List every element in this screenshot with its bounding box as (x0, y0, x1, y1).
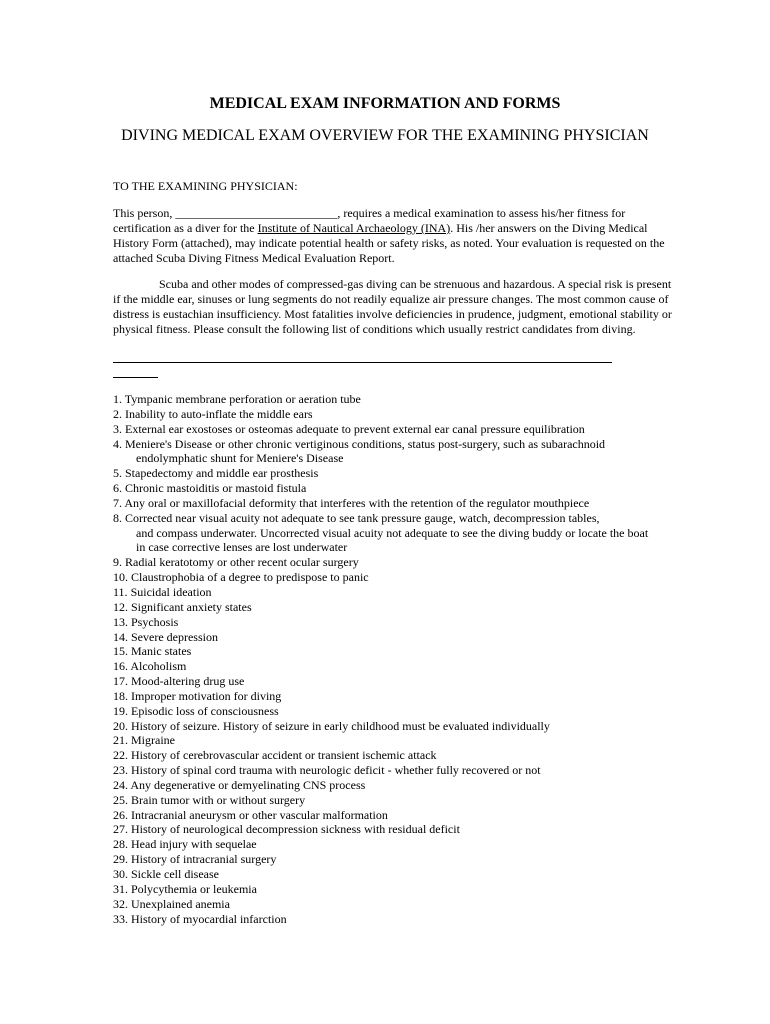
condition-number: 3. (113, 421, 122, 436)
condition-item (113, 496, 658, 511)
condition-item (113, 719, 658, 734)
condition-item (113, 644, 658, 659)
condition-text: Intracranial aneurysm or other vascular malformation (131, 807, 388, 822)
condition-continuation: endolymphatic shunt for Meniere's Disease (136, 451, 344, 466)
condition-text: History of neurological decompression sickness with residual deficit (131, 822, 460, 837)
condition-item (113, 630, 658, 645)
ina-link[interactable]: Institute of Nautical Archaeology (INA) (257, 221, 451, 235)
condition-number: 17. (113, 674, 128, 689)
condition-number: 9. (113, 555, 122, 570)
condition-item (113, 659, 658, 674)
condition-item (113, 748, 658, 763)
condition-text: Chronic mastoiditis or mastoid fistula (125, 481, 307, 496)
condition-number: 11. (113, 584, 128, 599)
condition-item (113, 422, 658, 437)
condition-number: 6. (113, 481, 122, 496)
condition-text: Sickle cell disease (131, 867, 219, 881)
condition-text: External ear exostoses or osteomas adequate to prevent external ear canal pressure equilibration (125, 421, 585, 436)
condition-text: Significant anxiety states (131, 599, 252, 614)
document-title: MEDICAL EXAM INFORMATION AND FORMS (209, 95, 561, 112)
condition-item (113, 481, 658, 496)
condition-number: 30. (113, 867, 128, 881)
condition-number: 13. (113, 614, 128, 629)
condition-number: 8. (113, 510, 122, 525)
condition-number: 24. (113, 777, 128, 792)
condition-text: Unexplained anemia (131, 896, 230, 911)
condition-number: 15. (113, 644, 128, 659)
condition-text: History of seizure. History of seizure in early childhood must be evaluated individually (131, 718, 550, 733)
risk-paragraph: Scuba and other modes of compressed-gas diving can be strenuous and hazardous. A special risk is present if the middle ear, sinuses or lung segments do not readily equalize air pressure changes. The most common cause of distress is eustachian insufficiency. Most fatalities involve deficiencies in prudence, judgment, emotional stability or physical fitness. Please consult the following list of conditions which usually restrict candidates from diving. (113, 277, 672, 336)
condition-item (113, 822, 658, 837)
condition-text: Mood-altering drug use (131, 674, 245, 689)
condition-text: Alcoholism (130, 659, 187, 674)
condition-number: 7. (113, 495, 122, 510)
condition-text: Suicidal ideation (130, 584, 212, 599)
condition-number: 31. (113, 881, 128, 896)
condition-item (113, 570, 658, 585)
condition-number: 20. (113, 718, 128, 733)
condition-number: 19. (113, 703, 128, 718)
condition-text: Migraine (131, 733, 175, 748)
condition-number: 22. (113, 748, 128, 763)
condition-text: Brain tumor with or without surgery (131, 792, 306, 807)
condition-item (113, 466, 658, 481)
condition-item (113, 793, 658, 808)
intro-text-start: This person, ___________________________, requires a medical examination to assess his/her fitness for certification as a diver for the (113, 206, 626, 235)
condition-text: History of spinal cord trauma with neurologic deficit - whether fully recovered or not (131, 763, 541, 778)
condition-item (113, 600, 658, 615)
condition-item (113, 392, 658, 407)
condition-text: Claustrophobia of a degree to predispose to panic (131, 570, 369, 585)
condition-item (113, 407, 658, 422)
condition-number: 4. (113, 436, 122, 451)
condition-number: 25. (113, 792, 128, 807)
condition-text: Inability to auto-inflate the middle ears (125, 406, 313, 421)
condition-text: Severe depression (131, 629, 218, 644)
condition-text: Corrected near visual acuity not adequate to see tank pressure gauge, watch, decompression tables, (125, 510, 600, 525)
salutation: TO THE EXAMINING PHYSICIAN: (113, 179, 298, 193)
condition-item (113, 763, 658, 778)
conditions-list (113, 392, 658, 926)
condition-number: 23. (113, 763, 128, 778)
condition-item (113, 897, 658, 912)
condition-item (113, 704, 658, 719)
condition-item (113, 808, 658, 823)
condition-number: 10. (113, 570, 128, 585)
condition-number: 16. (113, 659, 128, 674)
condition-continuation: and compass underwater. Uncorrected visual acuity not adequate to see the diving buddy or locate the boat in case corrective lenses are lost underwater (136, 525, 649, 555)
condition-text: Stapedectomy and middle ear prosthesis (125, 466, 319, 481)
condition-number: 33. (113, 911, 128, 926)
condition-item (113, 852, 658, 867)
condition-text: Psychosis (131, 614, 179, 629)
condition-text: Head injury with sequelae (131, 837, 257, 852)
condition-item (113, 912, 658, 927)
condition-item (113, 778, 658, 793)
condition-item (113, 511, 658, 556)
condition-number: 14. (113, 629, 128, 644)
condition-text: Radial keratotomy or other recent ocular surgery (125, 555, 359, 570)
intro-paragraph (113, 206, 673, 266)
condition-item (113, 674, 658, 689)
condition-number: 29. (113, 852, 128, 867)
condition-number: 1. (113, 392, 122, 406)
condition-number: 2. (113, 406, 122, 421)
condition-number: 32. (113, 896, 128, 911)
condition-number: 28. (113, 837, 128, 852)
divider-line (113, 362, 612, 363)
condition-text: Tympanic membrane perforation or aeration tube (124, 392, 361, 406)
condition-item (113, 689, 658, 704)
condition-item (113, 733, 658, 748)
condition-number: 21. (113, 733, 128, 748)
condition-text: Meniere's Disease or other chronic vertiginous conditions, status post-surgery, such as subarachnoid (125, 436, 606, 451)
condition-number: 12. (113, 599, 128, 614)
condition-item (113, 615, 658, 630)
condition-text: History of intracranial surgery (131, 852, 277, 867)
condition-text: Episodic loss of consciousness (131, 703, 279, 718)
condition-number: 27. (113, 822, 128, 837)
condition-number: 18. (113, 688, 128, 703)
intro-text-end: . His /her answers on the Diving Medical History Form (attached), may indicate potential health or safety risks, as noted. Your evaluation is requested on the attached Scuba Diving Fitness Medical Evaluation Report. (113, 221, 665, 265)
condition-text: Any degenerative or demyelinating CNS process (130, 777, 366, 792)
condition-number: 26. (113, 807, 128, 822)
condition-text: Manic states (131, 644, 192, 659)
condition-item (113, 437, 658, 467)
condition-item (113, 867, 658, 882)
condition-item (113, 882, 658, 897)
condition-text: Improper motivation for diving (131, 688, 282, 703)
condition-text: Polycythemia or leukemia (131, 881, 257, 896)
condition-text: History of myocardial infarction (131, 911, 287, 926)
document-subtitle: DIVING MEDICAL EXAM OVERVIEW FOR THE EXAMINING PHYSICIAN (121, 127, 649, 144)
divider-line-short (113, 377, 158, 378)
condition-text: History of cerebrovascular accident or transient ischemic attack (131, 748, 437, 763)
condition-item (113, 555, 658, 570)
condition-item (113, 837, 658, 852)
condition-number: 5. (113, 466, 122, 481)
condition-text: Any oral or maxillofacial deformity that interferes with the retention of the regulator mouthpiece (124, 495, 590, 510)
condition-item (113, 585, 658, 600)
